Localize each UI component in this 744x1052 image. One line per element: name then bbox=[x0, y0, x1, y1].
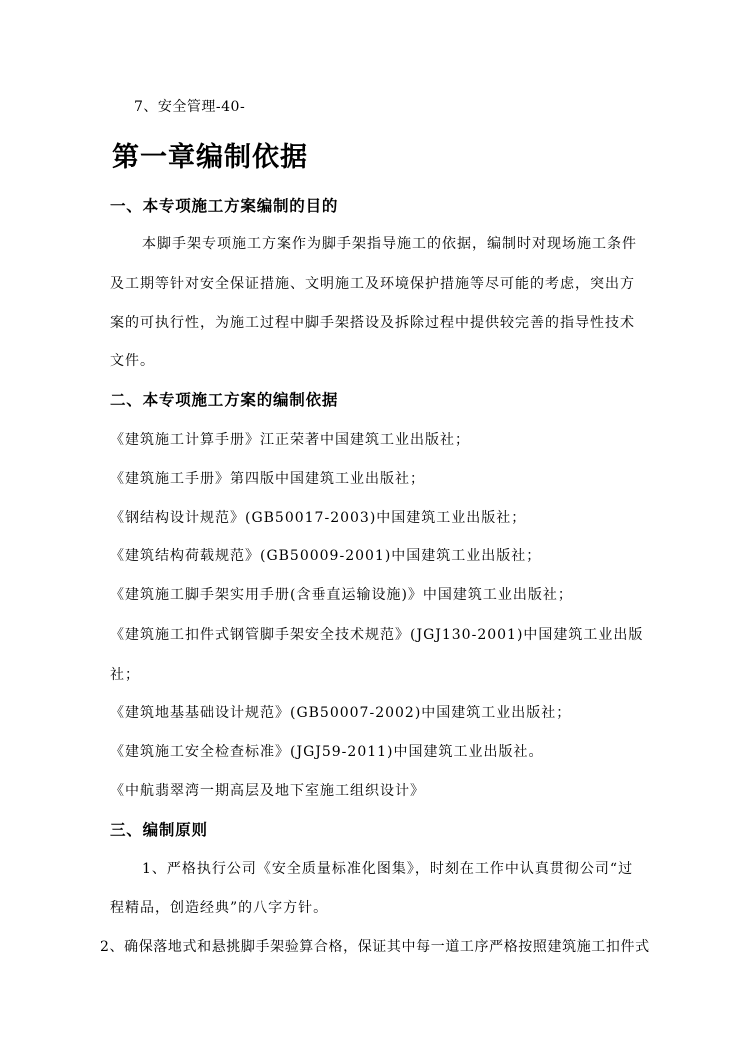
principle-line: 1、严格执行公司《安全质量标准化图集》，时刻在工作中认真贯彻公司“过 bbox=[142, 861, 634, 877]
reference-item: 《建筑施工脚手架实用手册(含垂直运输设施)》中国建筑工业出版社； bbox=[110, 587, 573, 603]
reference-item: 《建筑施工安全检查标准》(JGJ59-2011)中国建筑工业出版社。 bbox=[110, 744, 544, 760]
principle-line: 程精品，创造经典”的八字方针。 bbox=[110, 900, 329, 916]
principle-line: 2、确保落地式和悬挑脚手架验算合格，保证其中每一道工序严格按照建筑施工扣件式 bbox=[100, 939, 650, 955]
section-heading-principles: 三、编制原则 bbox=[110, 821, 208, 839]
reference-item: 《建筑施工手册》第四版中国建筑工业出版社； bbox=[110, 471, 425, 487]
paragraph-line: 案的可执行性，为施工过程中脚手架搭设及拆除过程中提供较完善的指导性技术 bbox=[110, 315, 635, 331]
reference-item-continued: 社； bbox=[110, 667, 140, 683]
paragraph-line: 文件。 bbox=[110, 353, 155, 369]
chapter-title: 第一章编制依据 bbox=[112, 142, 308, 173]
reference-item: 《钢结构设计规范》(GB50017-2003)中国建筑工业出版社； bbox=[110, 510, 527, 526]
section-heading-purpose: 一、本专项施工方案编制的目的 bbox=[110, 197, 339, 215]
reference-item: 《建筑地基基础设计规范》(GB50007-2002)中国建筑工业出版社； bbox=[110, 705, 572, 721]
reference-item: 《中航翡翠湾一期高层及地下室施工组织设计》 bbox=[110, 783, 425, 799]
paragraph-line: 及工期等针对安全保证措施、文明施工及环境保护措施等尽可能的考虑，突出方 bbox=[110, 276, 635, 292]
reference-item: 《建筑施工计算手册》江正荣著中国建筑工业出版社； bbox=[110, 432, 470, 448]
toc-line: 7、安全管理-40- bbox=[134, 99, 246, 115]
reference-item: 《建筑施工扣件式钢管脚手架安全技术规范》(JGJ130-2001)中国建筑工业出版 bbox=[110, 627, 644, 643]
reference-item: 《建筑结构荷载规范》(GB50009-2001)中国建筑工业出版社； bbox=[110, 548, 542, 564]
section-heading-basis: 二、本专项施工方案的编制依据 bbox=[110, 391, 339, 409]
paragraph-line: 本脚手架专项施工方案作为脚手架指导施工的依据，编制时对现场施工条件 bbox=[142, 236, 637, 252]
